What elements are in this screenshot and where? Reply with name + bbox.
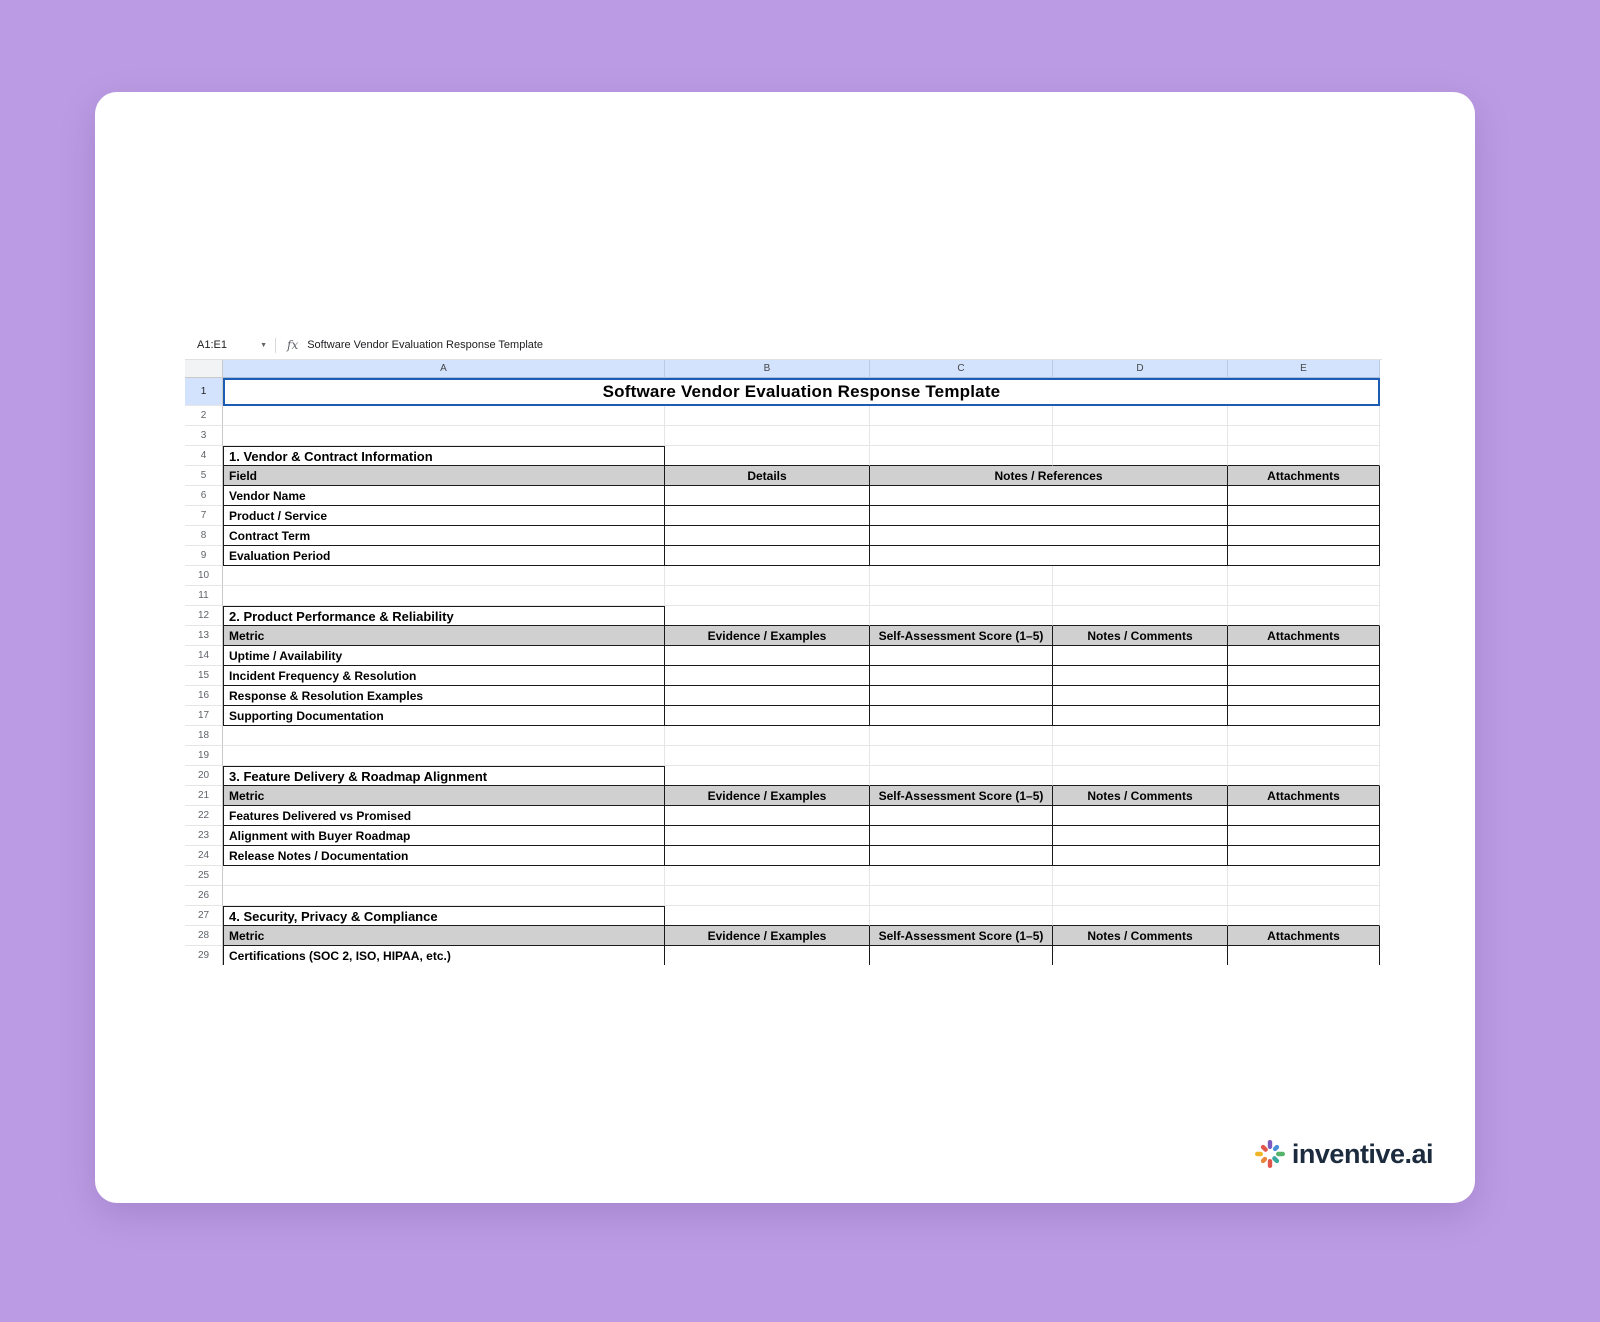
cell-C17[interactable] xyxy=(870,706,1053,726)
cell-C9[interactable] xyxy=(870,546,1228,566)
row-header-8[interactable]: 8 xyxy=(185,526,223,546)
sheet-row-12 xyxy=(185,606,1382,626)
cell-C26[interactable] xyxy=(870,886,1053,906)
cell-C22[interactable] xyxy=(870,806,1053,826)
row-header-26[interactable]: 26 xyxy=(185,886,223,906)
cell-E15[interactable] xyxy=(1228,666,1380,686)
sheet-row-5 xyxy=(185,466,1382,486)
cell-D24[interactable] xyxy=(1053,846,1228,866)
cell-B2[interactable] xyxy=(665,406,870,426)
sheet-row-11 xyxy=(185,586,1382,606)
cell-B20[interactable] xyxy=(665,766,870,786)
cell-A10[interactable] xyxy=(223,566,665,586)
row-header-18[interactable]: 18 xyxy=(185,726,223,746)
fx-icon: fx xyxy=(287,338,299,352)
cell-A19[interactable] xyxy=(223,746,665,766)
row-header-22[interactable]: 22 xyxy=(185,806,223,826)
cell-E11[interactable] xyxy=(1228,586,1380,606)
row-header-24[interactable]: 24 xyxy=(185,846,223,866)
row-header-11[interactable]: 11 xyxy=(185,586,223,606)
cell-D25[interactable] xyxy=(1053,866,1228,886)
cell-B24[interactable] xyxy=(665,846,870,866)
spreadsheet xyxy=(185,331,1382,965)
cell-B18[interactable] xyxy=(665,726,870,746)
cell-E16[interactable] xyxy=(1228,686,1380,706)
cell-E24[interactable] xyxy=(1228,846,1380,866)
sheet-row-29 xyxy=(185,946,1382,965)
cell-A22[interactable]: Features Delivered vs Promised xyxy=(223,806,665,826)
cell-A27[interactable]: 4. Security, Privacy & Compliance xyxy=(223,906,665,926)
cell-A24[interactable]: Release Notes / Documentation xyxy=(223,846,665,866)
sheet-row-23 xyxy=(185,826,1382,846)
cell-C12[interactable] xyxy=(870,606,1053,626)
col-header-A[interactable]: A xyxy=(223,360,665,378)
cell-A7[interactable]: Product / Service xyxy=(223,506,665,526)
cell-D27[interactable] xyxy=(1053,906,1228,926)
cell-E23[interactable] xyxy=(1228,826,1380,846)
row-header-20[interactable]: 20 xyxy=(185,766,223,786)
cell-B14[interactable] xyxy=(665,646,870,666)
cell-C27[interactable] xyxy=(870,906,1053,926)
sheet-row-21 xyxy=(185,786,1382,806)
cell-B15[interactable] xyxy=(665,666,870,686)
cell-C8[interactable] xyxy=(870,526,1228,546)
cell-A8[interactable]: Contract Term xyxy=(223,526,665,546)
cell-E26[interactable] xyxy=(1228,886,1380,906)
sheet-row-9 xyxy=(185,546,1382,566)
sheet-row-22 xyxy=(185,806,1382,826)
sheet-row-26 xyxy=(185,886,1382,906)
cell-C28[interactable]: Self-Assessment Score (1–5) xyxy=(870,926,1053,946)
row-header-4[interactable]: 4 xyxy=(185,446,223,466)
sheet-grid xyxy=(185,359,1382,965)
sheet-row-2 xyxy=(185,406,1382,426)
cell-B8[interactable] xyxy=(665,526,870,546)
cell-B21[interactable]: Evidence / Examples xyxy=(665,786,870,806)
row-header-15[interactable]: 15 xyxy=(185,666,223,686)
corner-cell[interactable] xyxy=(185,360,223,378)
cell-D26[interactable] xyxy=(1053,886,1228,906)
cell-B4[interactable] xyxy=(665,446,870,466)
cell-C18[interactable] xyxy=(870,726,1053,746)
cell-E13[interactable]: Attachments xyxy=(1228,626,1380,646)
cell-B11[interactable] xyxy=(665,586,870,606)
cell-D16[interactable] xyxy=(1053,686,1228,706)
sheet-row-27 xyxy=(185,906,1382,926)
cell-D14[interactable] xyxy=(1053,646,1228,666)
sheet-row-8 xyxy=(185,526,1382,546)
cell-C4[interactable] xyxy=(870,446,1053,466)
cell-C10[interactable] xyxy=(870,566,1053,586)
cell-B28[interactable]: Evidence / Examples xyxy=(665,926,870,946)
cell-E9[interactable] xyxy=(1228,546,1380,566)
cell-A2[interactable] xyxy=(223,406,665,426)
content-card xyxy=(95,92,1475,1203)
cell-A26[interactable] xyxy=(223,886,665,906)
inventive-logo xyxy=(1253,1137,1433,1171)
row-header-12[interactable]: 12 xyxy=(185,606,223,626)
cell-B7[interactable] xyxy=(665,506,870,526)
cell-E10[interactable] xyxy=(1228,566,1380,586)
row-header-28[interactable]: 28 xyxy=(185,926,223,946)
cell-E22[interactable] xyxy=(1228,806,1380,826)
cell-C3[interactable] xyxy=(870,426,1053,446)
row-header-25[interactable]: 25 xyxy=(185,866,223,886)
sheet-row-13 xyxy=(185,626,1382,646)
cell-B9[interactable] xyxy=(665,546,870,566)
cell-B5[interactable]: Details xyxy=(665,466,870,486)
col-header-E[interactable]: E xyxy=(1228,360,1380,378)
cell-C20[interactable] xyxy=(870,766,1053,786)
cell-B19[interactable] xyxy=(665,746,870,766)
row-header-6[interactable]: 6 xyxy=(185,486,223,506)
cell-C5[interactable]: Notes / References xyxy=(870,466,1228,486)
cell-C2[interactable] xyxy=(870,406,1053,426)
cell-E27[interactable] xyxy=(1228,906,1380,926)
row-header-19[interactable]: 19 xyxy=(185,746,223,766)
cell-C13[interactable]: Self-Assessment Score (1–5) xyxy=(870,626,1053,646)
cell-E28[interactable]: Attachments xyxy=(1228,926,1380,946)
cell-A11[interactable] xyxy=(223,586,665,606)
cell-B27[interactable] xyxy=(665,906,870,926)
cell-B26[interactable] xyxy=(665,886,870,906)
row-header-9[interactable]: 9 xyxy=(185,546,223,566)
formula-bar xyxy=(185,331,1382,359)
cell-C23[interactable] xyxy=(870,826,1053,846)
sheet-row-25 xyxy=(185,866,1382,886)
cell-B16[interactable] xyxy=(665,686,870,706)
cell-E21[interactable]: Attachments xyxy=(1228,786,1380,806)
row-header-21[interactable]: 21 xyxy=(185,786,223,806)
cell-B23[interactable] xyxy=(665,826,870,846)
col-header-B[interactable]: B xyxy=(665,360,870,378)
row-header-29[interactable]: 29 xyxy=(185,946,223,965)
cell-B17[interactable] xyxy=(665,706,870,726)
row-header-16[interactable]: 16 xyxy=(185,686,223,706)
cell-C19[interactable] xyxy=(870,746,1053,766)
cell-B13[interactable]: Evidence / Examples xyxy=(665,626,870,646)
cell-C25[interactable] xyxy=(870,866,1053,886)
cell-E20[interactable] xyxy=(1228,766,1380,786)
sheet-row-14 xyxy=(185,646,1382,666)
cell-D28[interactable]: Notes / Comments xyxy=(1053,926,1228,946)
cell-E17[interactable] xyxy=(1228,706,1380,726)
cell-E4[interactable] xyxy=(1228,446,1380,466)
cell-A28[interactable]: Metric xyxy=(223,926,665,946)
cell-C21[interactable]: Self-Assessment Score (1–5) xyxy=(870,786,1053,806)
sheet-row-20 xyxy=(185,766,1382,786)
cell-D4[interactable] xyxy=(1053,446,1228,466)
cell-D20[interactable] xyxy=(1053,766,1228,786)
row-header-17[interactable]: 17 xyxy=(185,706,223,726)
name-box[interactable] xyxy=(185,331,273,359)
cell-E12[interactable] xyxy=(1228,606,1380,626)
cell-A21[interactable]: Metric xyxy=(223,786,665,806)
row-header-7[interactable]: 7 xyxy=(185,506,223,526)
cell-B29[interactable] xyxy=(665,946,870,965)
sheet-row-16 xyxy=(185,686,1382,706)
cell-E25[interactable] xyxy=(1228,866,1380,886)
inventive-logo-text: inventive.ai xyxy=(1291,1138,1433,1169)
cell-A17[interactable]: Supporting Documentation xyxy=(223,706,665,726)
sheet-row-15 xyxy=(185,666,1382,686)
cell-A4[interactable]: 1. Vendor & Contract Information xyxy=(223,446,665,466)
cell-B12[interactable] xyxy=(665,606,870,626)
sheet-row-6 xyxy=(185,486,1382,506)
cell-D21[interactable]: Notes / Comments xyxy=(1053,786,1228,806)
cell-A20[interactable]: 3. Feature Delivery & Roadmap Alignment xyxy=(223,766,665,786)
row-header-3[interactable]: 3 xyxy=(185,426,223,446)
cell-A6[interactable]: Vendor Name xyxy=(223,486,665,506)
cell-D3[interactable] xyxy=(1053,426,1228,446)
cell-E7[interactable] xyxy=(1228,506,1380,526)
cell-A18[interactable] xyxy=(223,726,665,746)
cell-E3[interactable] xyxy=(1228,426,1380,446)
row-header-27[interactable]: 27 xyxy=(185,906,223,926)
cell-C6[interactable] xyxy=(870,486,1228,506)
cell-D11[interactable] xyxy=(1053,586,1228,606)
sheet-row-4 xyxy=(185,446,1382,466)
cell-D23[interactable] xyxy=(1053,826,1228,846)
sheet-row-17 xyxy=(185,706,1382,726)
cell-E8[interactable] xyxy=(1228,526,1380,546)
row-header-1[interactable]: 1 xyxy=(185,378,223,406)
sheet-row-18 xyxy=(185,726,1382,746)
cell-D12[interactable] xyxy=(1053,606,1228,626)
cell-A29[interactable]: Certifications (SOC 2, ISO, HIPAA, etc.) xyxy=(223,946,665,965)
col-header-C[interactable]: C xyxy=(870,360,1053,378)
cell-A16[interactable]: Response & Resolution Examples xyxy=(223,686,665,706)
row-header-5[interactable]: 5 xyxy=(185,466,223,486)
cell-C15[interactable] xyxy=(870,666,1053,686)
name-box-value: A1:E1 xyxy=(197,339,227,351)
cell-A15[interactable]: Incident Frequency & Resolution xyxy=(223,666,665,686)
cell-D19[interactable] xyxy=(1053,746,1228,766)
cell-A5[interactable]: Field xyxy=(223,466,665,486)
row-header-13[interactable]: 13 xyxy=(185,626,223,646)
cell-A1-title[interactable]: Software Vendor Evaluation Response Template xyxy=(223,378,1380,406)
cell-D17[interactable] xyxy=(1053,706,1228,726)
row-header-10[interactable]: 10 xyxy=(185,566,223,586)
cell-A25[interactable] xyxy=(223,866,665,886)
row-header-14[interactable]: 14 xyxy=(185,646,223,666)
sheet-row-3 xyxy=(185,426,1382,446)
formula-input[interactable]: Software Vendor Evaluation Response Template xyxy=(307,339,544,351)
cell-E29[interactable] xyxy=(1228,946,1380,965)
sheet-row-7 xyxy=(185,506,1382,526)
cell-D22[interactable] xyxy=(1053,806,1228,826)
sheet-row-24 xyxy=(185,846,1382,866)
cell-A3[interactable] xyxy=(223,426,665,446)
sheet-row-10 xyxy=(185,566,1382,586)
cell-C16[interactable] xyxy=(870,686,1053,706)
cell-D13[interactable]: Notes / Comments xyxy=(1053,626,1228,646)
cell-A9[interactable]: Evaluation Period xyxy=(223,546,665,566)
cell-E19[interactable] xyxy=(1228,746,1380,766)
cell-D10[interactable] xyxy=(1053,566,1228,586)
cell-A23[interactable]: Alignment with Buyer Roadmap xyxy=(223,826,665,846)
cell-C11[interactable] xyxy=(870,586,1053,606)
cell-A12[interactable]: 2. Product Performance & Reliability xyxy=(223,606,665,626)
cell-A13[interactable]: Metric xyxy=(223,626,665,646)
row-header-23[interactable]: 23 xyxy=(185,826,223,846)
row-header-2[interactable]: 2 xyxy=(185,406,223,426)
cell-A14[interactable]: Uptime / Availability xyxy=(223,646,665,666)
cell-B3[interactable] xyxy=(665,426,870,446)
cell-E5[interactable]: Attachments xyxy=(1228,466,1380,486)
cell-E2[interactable] xyxy=(1228,406,1380,426)
cell-C14[interactable] xyxy=(870,646,1053,666)
cell-E6[interactable] xyxy=(1228,486,1380,506)
sheet-row-1 xyxy=(185,378,1382,406)
col-header-D[interactable]: D xyxy=(1053,360,1228,378)
column-header-row xyxy=(185,359,1382,378)
inventive-logo-icon xyxy=(1253,1137,1287,1171)
cell-D18[interactable] xyxy=(1053,726,1228,746)
cell-D29[interactable] xyxy=(1053,946,1228,965)
formula-bar-divider xyxy=(275,338,276,353)
cell-B10[interactable] xyxy=(665,566,870,586)
cell-D2[interactable] xyxy=(1053,406,1228,426)
cell-C29[interactable] xyxy=(870,946,1053,965)
cell-B6[interactable] xyxy=(665,486,870,506)
cell-B25[interactable] xyxy=(665,866,870,886)
sheet-row-19 xyxy=(185,746,1382,766)
cell-E14[interactable] xyxy=(1228,646,1380,666)
cell-C24[interactable] xyxy=(870,846,1053,866)
cell-C7[interactable] xyxy=(870,506,1228,526)
name-box-caret-icon[interactable]: ▼ xyxy=(260,341,267,349)
cell-B22[interactable] xyxy=(665,806,870,826)
cell-E18[interactable] xyxy=(1228,726,1380,746)
cell-D15[interactable] xyxy=(1053,666,1228,686)
sheet-row-28 xyxy=(185,926,1382,946)
